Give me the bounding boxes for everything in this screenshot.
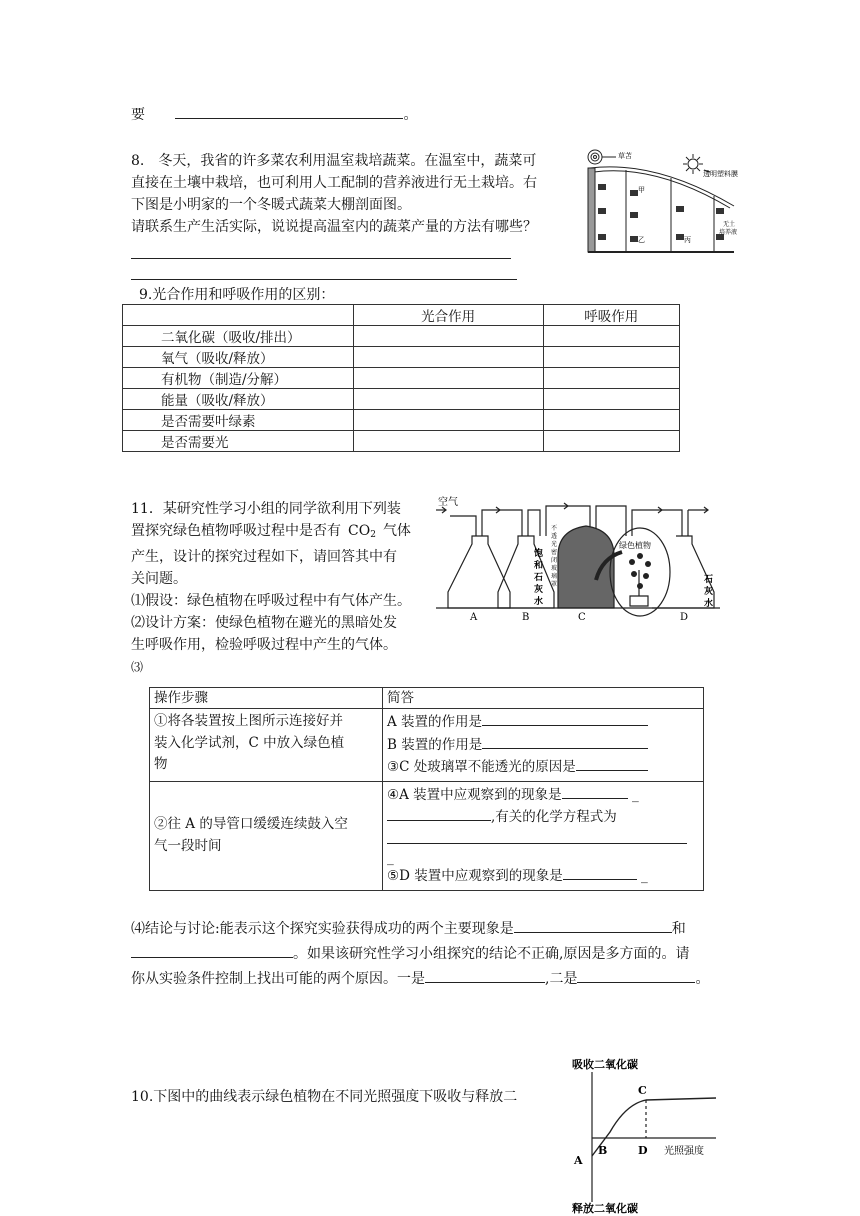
point-a: A xyxy=(574,1154,583,1167)
q11-line: ⑶ xyxy=(131,660,144,674)
row-label: 是否需要光 xyxy=(123,431,354,452)
q8-answer-line[interactable] xyxy=(131,279,517,280)
label-jia: 甲 xyxy=(638,186,645,194)
char: 灰 xyxy=(704,587,714,597)
table-row xyxy=(123,347,680,368)
row-label: 有机物（制造/分解） xyxy=(123,368,354,389)
q11-line: 生呼吸作用，检验呼吸过程中产生的气体。 xyxy=(131,637,397,653)
row-label: 二氧化碳（吸收/排出） xyxy=(123,326,354,347)
conclusion-text: ⑷结论与讨论:能表示这个探究实验获得成功的两个主要现象是 xyxy=(131,921,514,937)
question-8 xyxy=(131,150,537,238)
q11-line xyxy=(131,520,411,546)
header-cell: 呼吸作用 xyxy=(543,305,679,326)
point-d: D xyxy=(638,1144,648,1157)
label-b: B xyxy=(522,612,530,623)
q8-line: 8. 冬天，我省的许多菜农利用温室栽培蔬菜。在温室中，蔬菜可 xyxy=(131,153,537,169)
conclusion-line xyxy=(131,943,709,965)
answer-cell[interactable] xyxy=(353,410,543,431)
answer-prompt: ⑤D 装置中应观察到的现象是 xyxy=(387,868,563,884)
char: 灰 xyxy=(534,585,544,595)
table-row xyxy=(123,410,680,431)
answer-cell[interactable] xyxy=(543,368,679,389)
step-text: 装入化学试剂，C 中放入绿色植 xyxy=(154,734,345,751)
question-11 xyxy=(131,498,411,678)
q8-answer-line[interactable] xyxy=(131,258,511,259)
q8-line: 直接在土壤中栽培，也可利用人工配制的营养液进行无土栽培。右 xyxy=(131,175,537,191)
answer-blank[interactable] xyxy=(563,865,637,880)
label-straw: 草苫 xyxy=(618,152,632,160)
answer-blank[interactable] xyxy=(577,968,695,983)
q9-title: 9.光合作用和呼吸作用的区别： xyxy=(139,287,335,303)
table-row xyxy=(123,389,680,410)
answer-cell[interactable] xyxy=(543,389,679,410)
step-cell xyxy=(150,709,383,782)
answer-prompt: A 装置的作用是 xyxy=(387,714,483,730)
answer-prompt: _ xyxy=(387,850,394,866)
step-text: 物 xyxy=(154,756,168,772)
answer-prompt: B 装置的作用是 xyxy=(387,736,483,753)
char: 光 xyxy=(551,541,558,548)
header-cell: 光合作用 xyxy=(353,305,543,326)
header-cell: 简答 xyxy=(383,688,704,709)
char: 不 xyxy=(551,525,558,532)
q11-line: ⑴假设：绿色植物在呼吸过程中有气体产生。 xyxy=(131,593,411,609)
label-c: C xyxy=(578,612,586,623)
answer-blank[interactable] xyxy=(131,943,293,958)
q11-conclusion xyxy=(131,918,709,990)
table-header-row xyxy=(150,688,704,709)
step-text: ②往 A 的导管口缓缓连续鼓入空 xyxy=(154,816,348,832)
point-c: C xyxy=(638,1084,647,1097)
co2-subscript: 2 xyxy=(370,530,376,540)
point-b: B xyxy=(598,1144,608,1157)
char: 璃 xyxy=(551,573,558,580)
table-row xyxy=(123,368,680,389)
row-label: 氧气（吸收/释放） xyxy=(123,347,354,368)
header-cell xyxy=(123,305,354,326)
answer-blank[interactable] xyxy=(514,918,672,933)
prev-suffix: 。 xyxy=(403,107,418,123)
prev-prefix: 要 xyxy=(131,107,145,123)
answer-blank[interactable] xyxy=(562,784,628,799)
step-cell xyxy=(150,781,383,890)
row-label: 能量（吸收/释放） xyxy=(123,389,354,410)
answer-cell[interactable] xyxy=(543,431,679,452)
answer-blank[interactable] xyxy=(425,968,545,983)
answer-cell[interactable] xyxy=(543,326,679,347)
label-solution: 培养液 xyxy=(719,229,738,236)
conclusion-text: 。如果该研究性学习小组探究的结论不正确,原因是多方面的。请 xyxy=(293,946,690,962)
label-yi: 乙 xyxy=(638,236,645,244)
char: 和 xyxy=(534,561,544,571)
answer-cell[interactable] xyxy=(353,326,543,347)
y-label-top: 吸收二氧化碳 xyxy=(572,1058,638,1071)
conclusion-text: 。 xyxy=(695,971,710,987)
label-saturated-limewater xyxy=(533,547,543,607)
conclusion-line xyxy=(131,968,709,990)
label-film: 透明塑料膜 xyxy=(703,170,738,178)
table-row xyxy=(150,781,704,890)
conclusion-text: 你从实验条件控制上找出可能的两个原因。一是 xyxy=(131,971,425,987)
answer-cell[interactable] xyxy=(543,410,679,431)
q11-text: 置探究绿色植物呼吸过程中是否有 xyxy=(131,523,341,539)
conclusion-text: 和 xyxy=(671,921,686,937)
answer-blank[interactable] xyxy=(387,806,491,821)
q11-line: ⑵设计方案：使绿色植物在避光的黑暗处发 xyxy=(131,615,397,631)
q8-line: 请联系生产生活实际，说说提高温室内的蔬菜产量的方法有哪些？ xyxy=(131,219,537,235)
q8-line: 下图是小明家的一个冬暖式蔬菜大棚剖面图。 xyxy=(131,197,411,213)
answer-cell[interactable] xyxy=(353,431,543,452)
answer-cell[interactable] xyxy=(353,368,543,389)
char: 石 xyxy=(704,575,714,585)
char: 玻 xyxy=(551,565,558,572)
q11-text: 气体 xyxy=(382,523,411,539)
conclusion-line xyxy=(131,918,709,940)
answer-prompt: ④A 装置中应观察到的现象是 xyxy=(387,786,562,803)
label-green-plant: 绿色植物 xyxy=(619,541,651,550)
label-bing: 丙 xyxy=(684,236,691,244)
char: 饱 xyxy=(534,549,544,559)
char: 透 xyxy=(551,533,558,540)
label-a: A xyxy=(470,612,478,623)
q11-line: 11．某研究性学习小组的同学欲利用下列装 xyxy=(131,501,401,517)
label-air: 空气 xyxy=(438,497,458,508)
char: 密 xyxy=(551,549,558,556)
answer-prompt: ,有关的化学方程式为 xyxy=(491,809,617,825)
answer-cell[interactable] xyxy=(353,389,543,410)
label-d: D xyxy=(680,612,689,623)
apparatus-figure xyxy=(436,496,720,626)
char: 罩 xyxy=(551,581,558,588)
x-label: 光照强度 xyxy=(664,1146,704,1157)
answer-blank[interactable] xyxy=(387,829,687,844)
table-row xyxy=(123,431,680,452)
answer-blank[interactable] xyxy=(175,104,403,119)
step-text: ①将各装置按上图所示连接好并 xyxy=(154,713,343,729)
answer-blank[interactable] xyxy=(482,711,648,726)
step-text: 气一段时间 xyxy=(154,837,222,854)
answer-cell[interactable] xyxy=(543,347,679,368)
char: 闭 xyxy=(551,557,558,564)
prev-question-tail xyxy=(131,104,417,126)
answer-cell[interactable] xyxy=(353,347,543,368)
label-soilless: 无土 xyxy=(723,221,736,228)
q11-table xyxy=(149,687,704,891)
answer-cell xyxy=(383,709,704,782)
answer-prompt: ③C 处玻璃罩不能透光的原因是 xyxy=(387,759,576,775)
conclusion-text: ,二是 xyxy=(545,971,578,987)
header-cell: 操作步骤 xyxy=(150,688,383,709)
q10-text: 10.下图中的曲线表示绿色植物在不同光照强度下吸收与释放二 xyxy=(131,1089,518,1105)
answer-cell: ④A 装置中应观察到的现象是 _ ,有关的化学方程式为 _ ⑤D 装置中应观察到的现象是 _ xyxy=(383,781,704,890)
table-row xyxy=(123,326,680,347)
y-label-bottom: 释放二氧化碳 xyxy=(572,1202,638,1214)
co2-light-chart xyxy=(566,1052,730,1214)
char: 水 xyxy=(534,597,544,607)
table-row xyxy=(150,709,704,782)
q9-table xyxy=(122,304,680,452)
answer-blank[interactable] xyxy=(576,756,648,771)
greenhouse-figure xyxy=(586,146,738,256)
q11-line: 关问题。 xyxy=(131,571,187,587)
label-dark-cover xyxy=(551,524,557,588)
char: 石 xyxy=(534,573,544,583)
row-label: 是否需要叶绿素 xyxy=(123,410,354,431)
char: 水 xyxy=(704,599,714,609)
answer-blank[interactable] xyxy=(482,734,648,749)
q11-line: 产生，设计的探究过程如下，请回答其中有 xyxy=(131,549,397,565)
table-header-row xyxy=(123,305,680,326)
label-limewater xyxy=(703,573,713,609)
co2-formula: CO xyxy=(348,523,371,539)
